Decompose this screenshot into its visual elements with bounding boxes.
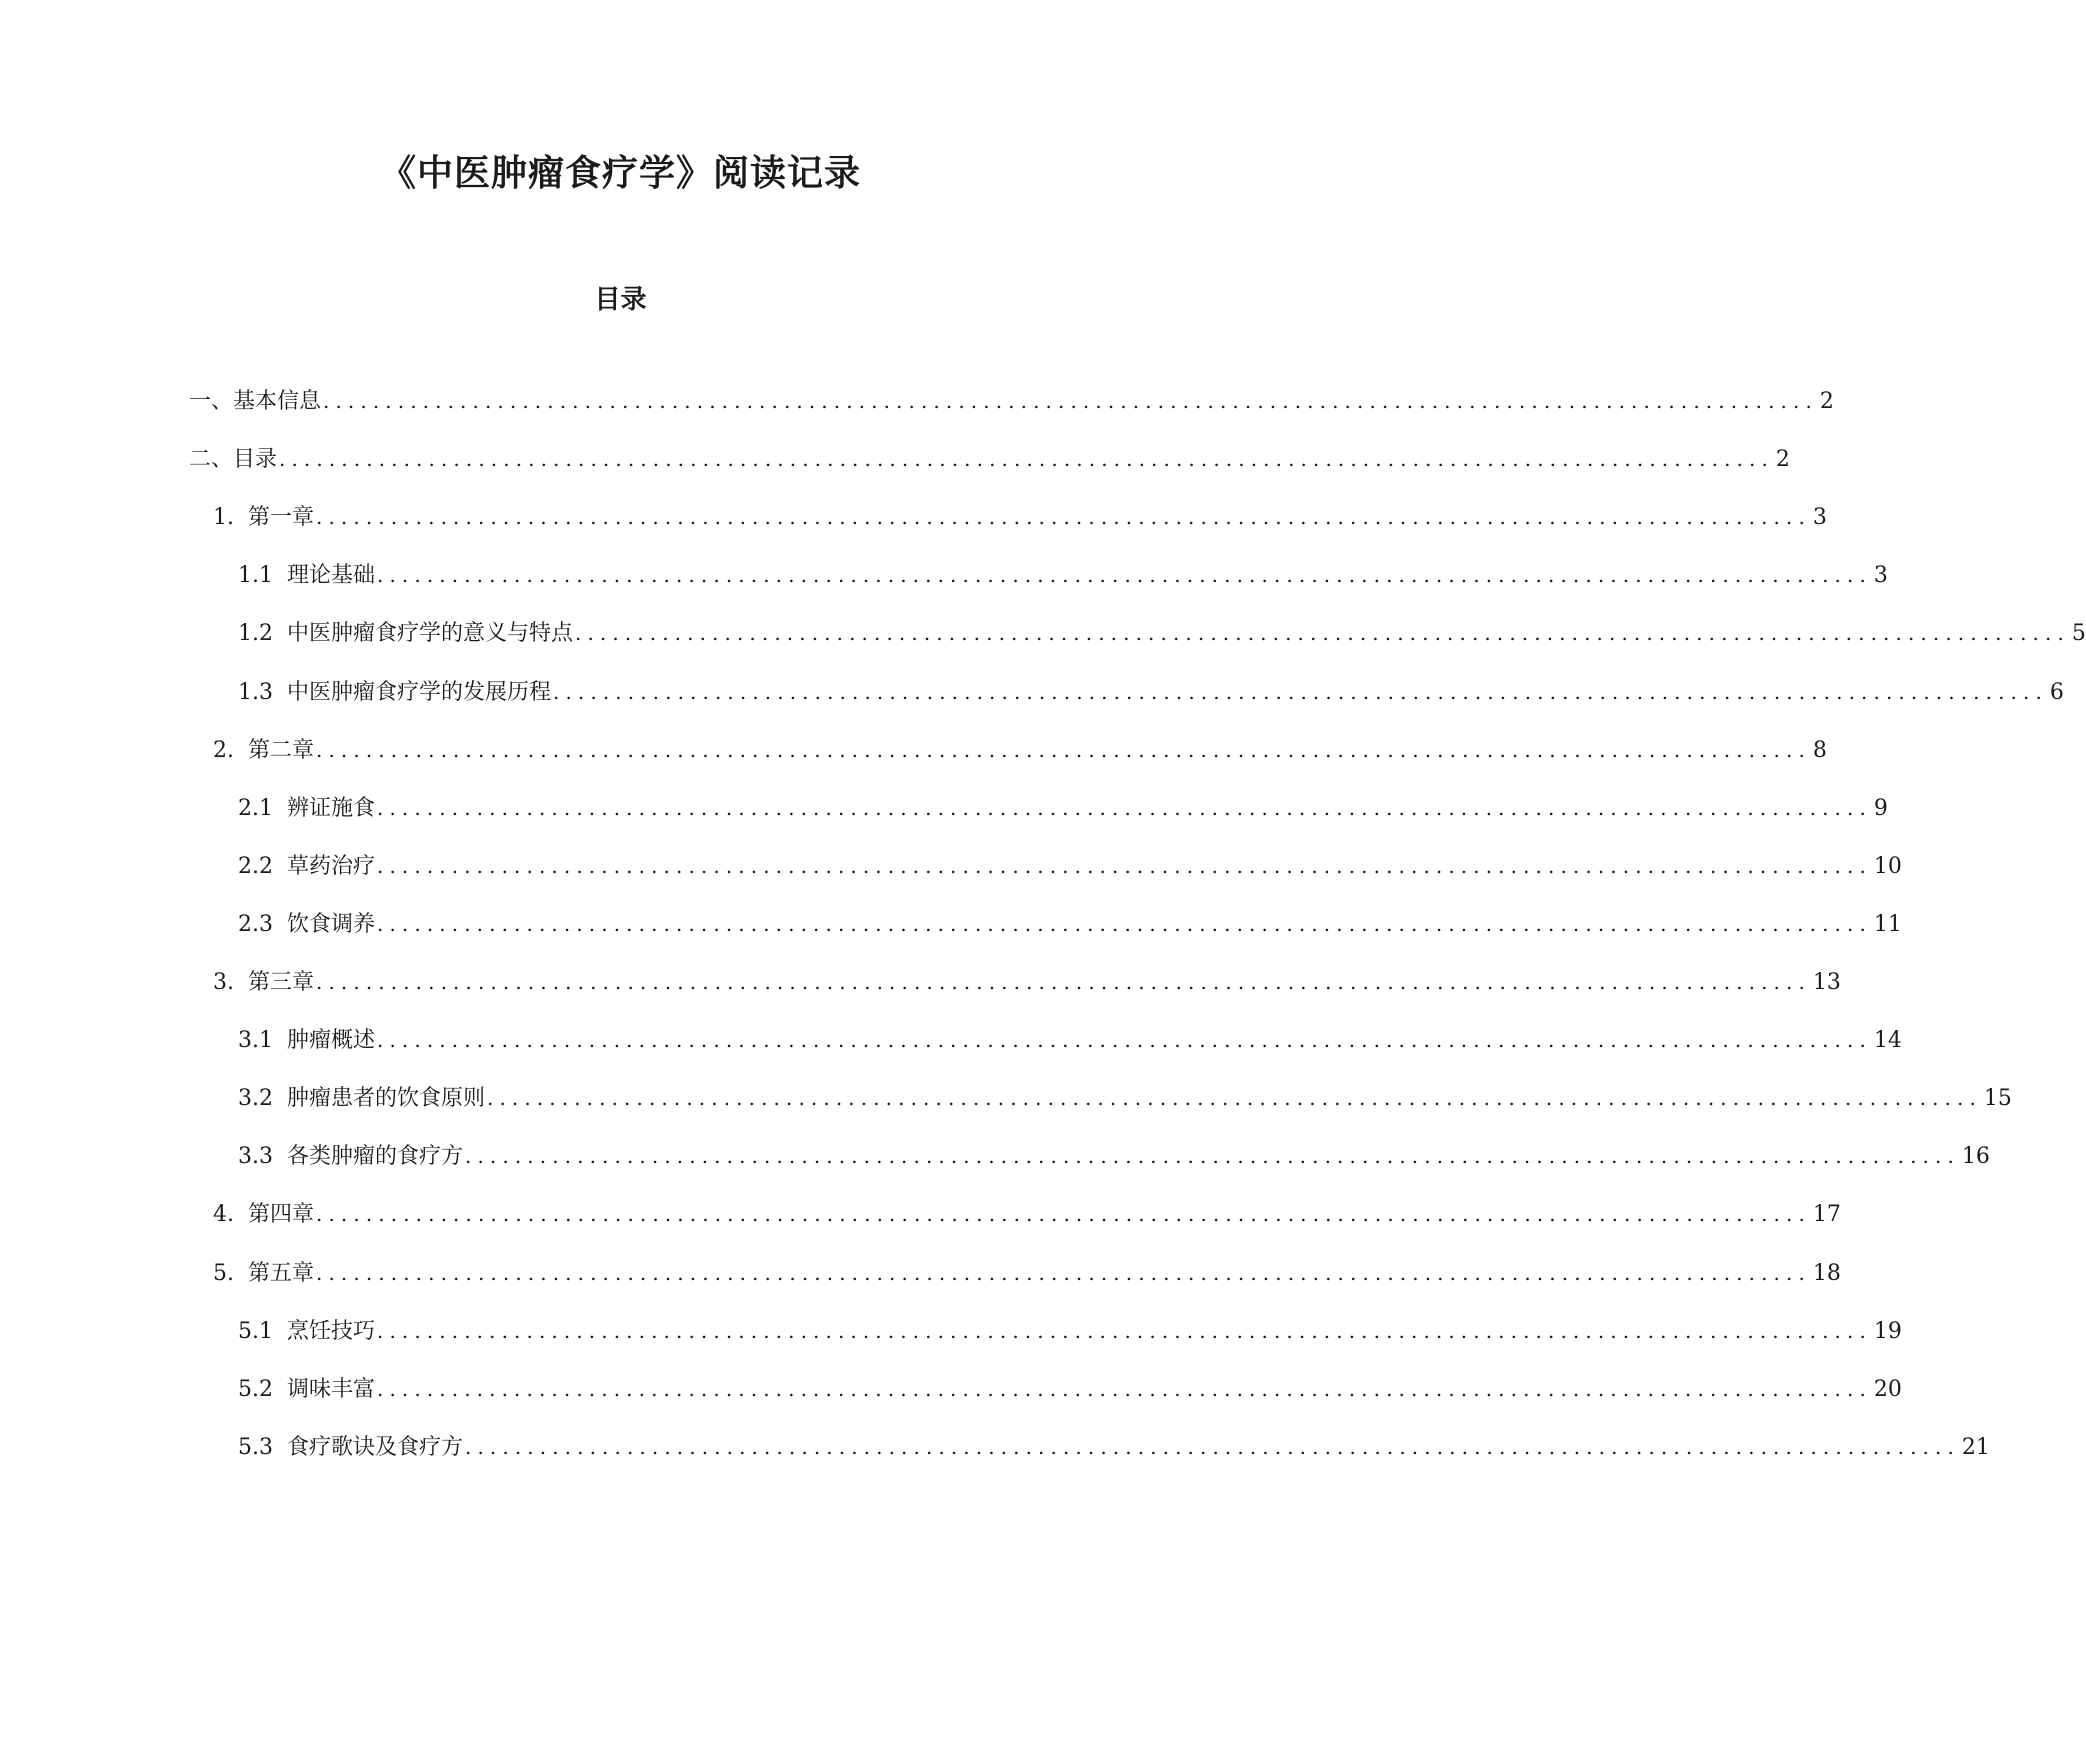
toc-entry-label <box>238 1139 463 1175</box>
toc-entry-label <box>238 558 375 594</box>
toc-entry-number: 1.2 <box>238 621 273 647</box>
toc-entry-text: 肿瘤患者的饮食原则 <box>287 1086 486 1112</box>
toc-entry-page-number: 21 <box>1961 1434 1990 1460</box>
toc-entry-page-number: 8 <box>1812 737 1827 763</box>
toc-entry-number: 5.2 <box>238 1376 273 1402</box>
toc-entry-label <box>238 675 551 711</box>
toc-entry-page-number: 13 <box>1812 970 1841 995</box>
toc-entry-label <box>238 1023 375 1059</box>
toc-entry-page-number: 3 <box>1812 505 1827 531</box>
toc-entry[interactable] <box>238 1080 2012 1116</box>
toc-entry[interactable] <box>238 557 1888 593</box>
toc-dot-leader: ........................................................................................................................ <box>316 505 1811 530</box>
toc-dot-leader: ........................................................................................................................ <box>316 1260 1811 1285</box>
toc-entry-number: 2.1 <box>238 795 273 821</box>
toc-dot-leader: ........................................................................................................................ <box>377 563 1872 588</box>
toc-entry-text: 中医肿瘤食疗学的意义与特点 <box>287 621 574 647</box>
toc-entry-text: 第三章 <box>248 970 315 995</box>
toc-entry-label <box>238 1430 463 1466</box>
toc-entry-text: 第五章 <box>248 1260 315 1286</box>
toc-entry-page-number: 2 <box>1819 389 1834 414</box>
toc-dot-leader: ........................................................................................................................ <box>377 853 1872 878</box>
toc-entry-text: 烹饪技巧 <box>287 1318 376 1344</box>
toc-entry-page-number: 3 <box>1873 563 1888 589</box>
toc-entry-label <box>213 965 314 1001</box>
toc-entry-label <box>238 849 375 885</box>
toc-entry-text: 辨证施食 <box>287 795 376 821</box>
toc-entry[interactable] <box>238 1429 1990 1465</box>
toc-entry[interactable] <box>213 732 1827 768</box>
toc-entry[interactable] <box>213 1255 1841 1291</box>
toc-entry-text: 肿瘤概述 <box>287 1028 376 1054</box>
toc-entry-number: 1.1 <box>238 563 273 589</box>
toc-entry-text: 中医肿瘤食疗学的发展历程 <box>287 679 552 705</box>
toc-entry-number: 1.3 <box>238 679 273 705</box>
toc-entry-label <box>238 907 375 943</box>
toc-entry-page-number: 18 <box>1812 1260 1841 1286</box>
toc-entry-text: 第二章 <box>248 737 315 763</box>
toc-entry-label <box>238 616 573 652</box>
toc-dot-leader: ........................................................................................................................ <box>323 389 1818 413</box>
toc-entry-label <box>213 1197 314 1233</box>
toc-entry[interactable] <box>238 1138 1990 1174</box>
toc-dot-leader: ........................................................................................................................ <box>279 447 1774 472</box>
toc-entry-label <box>238 1314 375 1350</box>
toc-entry-number: 2.2 <box>238 853 273 879</box>
toc-dot-leader: ........................................................................................................................ <box>487 1086 1982 1111</box>
toc-entry[interactable] <box>238 1371 1902 1407</box>
document-title: 《中医肿瘤食疗学》阅读记录 <box>379 153 861 194</box>
toc-dot-leader: ........................................................................................................................ <box>316 970 1811 994</box>
toc-dot-leader: ........................................................................................................................ <box>377 1376 1872 1401</box>
toc-entry-text: 二、目录 <box>189 447 278 473</box>
toc-entry-number: 4. <box>213 1202 234 1228</box>
toc-dot-leader: ........................................................................................................................ <box>553 679 2048 704</box>
toc-entry-page-number: 14 <box>1873 1028 1902 1054</box>
toc-entry-page-number: 16 <box>1961 1144 1990 1170</box>
toc-entry-page-number: 9 <box>1873 795 1888 821</box>
toc-dot-leader: ........................................................................................................................ <box>316 737 1811 762</box>
toc-entry-page-number: 2 <box>1775 447 1790 473</box>
toc-entry[interactable] <box>213 1196 1841 1232</box>
toc-entry-label <box>238 1081 485 1117</box>
toc-entry-page-number: 6 <box>2049 679 2064 705</box>
toc-entry[interactable] <box>213 964 1841 1000</box>
toc-entry-page-number: 5 <box>2071 621 2086 647</box>
toc-entry-label <box>189 384 321 420</box>
toc-entry[interactable] <box>238 790 1888 826</box>
toc-entry-number: 3.2 <box>238 1086 273 1112</box>
toc-entry-page-number: 19 <box>1873 1318 1902 1344</box>
toc-entry[interactable] <box>213 499 1827 535</box>
toc-entry-text: 饮食调养 <box>287 911 376 937</box>
toc-entry-number: 5.3 <box>238 1434 273 1460</box>
toc-entry-page-number: 17 <box>1812 1202 1841 1228</box>
toc-entry-number: 3.3 <box>238 1144 273 1170</box>
toc-entry-number: 5. <box>213 1260 234 1286</box>
toc-dot-leader: ........................................................................................................................ <box>377 1028 1872 1053</box>
toc-entry[interactable] <box>238 906 1902 942</box>
toc-entry-text: 一、基本信息 <box>189 389 322 414</box>
toc-dot-leader: ........................................................................................................................ <box>377 795 1872 820</box>
toc-entry-number: 3. <box>213 970 234 995</box>
toc-entry-number: 1. <box>213 505 234 531</box>
toc-dot-leader: ........................................................................................................................ <box>377 911 1872 936</box>
toc-entry-text: 食疗歌诀及食疗方 <box>287 1434 464 1460</box>
toc-entry-page-number: 15 <box>1983 1086 2012 1112</box>
toc-entry-text: 理论基础 <box>287 563 376 589</box>
toc-entry-number: 5.1 <box>238 1318 273 1344</box>
toc-entry-number: 2.3 <box>238 911 273 937</box>
toc-entry-page-number: 20 <box>1873 1376 1902 1402</box>
toc-entry-text: 各类肿瘤的食疗方 <box>287 1144 464 1170</box>
toc-entry-number: 3.1 <box>238 1028 273 1054</box>
toc-entry-label <box>213 1256 314 1292</box>
toc-entry[interactable] <box>238 1313 1902 1349</box>
toc-heading: 目录 <box>594 285 647 315</box>
toc-entry-label <box>213 500 314 536</box>
toc-entry[interactable] <box>238 674 2064 710</box>
toc-entry-label <box>238 1372 375 1408</box>
toc-entry[interactable] <box>238 1022 1902 1058</box>
toc-entry[interactable] <box>189 383 1834 419</box>
toc-entry[interactable] <box>238 848 1902 884</box>
toc-entry-label <box>213 733 314 769</box>
toc-entry-text: 调味丰富 <box>287 1376 376 1402</box>
toc-dot-leader: ........................................................................................................................ <box>316 1202 1811 1227</box>
toc-dot-leader: ........................................................................................................................ <box>377 1318 1872 1343</box>
toc-entry-text: 草药治疗 <box>287 853 376 879</box>
toc-dot-leader: ........................................................................................................................ <box>575 621 2070 646</box>
toc-dot-leader: ........................................................................................................................ <box>465 1144 1960 1169</box>
toc-entry-label <box>238 791 375 827</box>
toc-entry-number: 2. <box>213 737 234 763</box>
toc-entry[interactable] <box>238 615 2086 651</box>
toc-entry-page-number: 11 <box>1873 911 1902 937</box>
toc-entry-text: 第四章 <box>248 1202 315 1228</box>
toc-entry-label <box>189 442 277 478</box>
toc-entry-page-number: 10 <box>1873 853 1902 879</box>
toc-dot-leader: ........................................................................................................................ <box>465 1434 1960 1459</box>
toc-entry-text: 第一章 <box>248 505 315 531</box>
toc-entry[interactable] <box>189 441 1790 477</box>
